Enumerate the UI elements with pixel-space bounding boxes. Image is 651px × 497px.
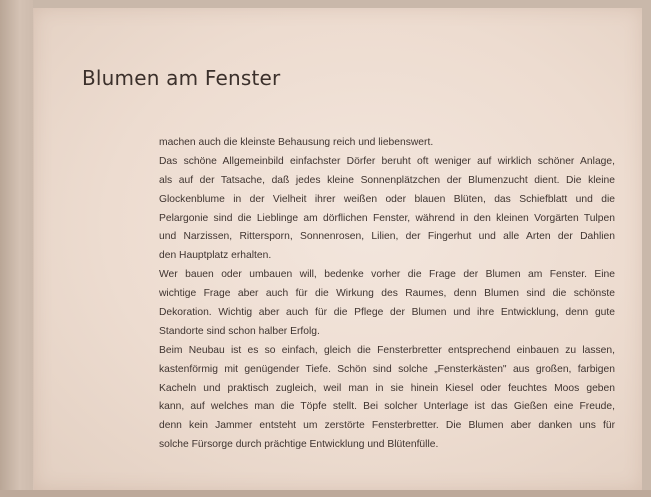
text-line: machen auch die kleinste Behausung reich und liebenswert.	[159, 137, 434, 148]
text-line: denn kein Jammer entsteht um zerstörte Fensterbretter. Die Blumen aber danken uns für	[159, 420, 615, 432]
text-line: Beim Neubau ist es so einfach, gleich die Fensterbretter entsprechend einbauen zu lassen,	[159, 344, 615, 356]
text-line: Wer bauen oder umbauen will, bedenke vorher die Frage der Blumen am Fenster. Eine	[159, 269, 615, 281]
text-line: und Narzissen, Rittersporn, Sonnenrosen, Lilien, der Fingerhut und alle Arten der Dahlien	[159, 231, 615, 243]
text-line: solche Fürsorge durch prächtige Entwicklung und Blütenfülle.	[159, 439, 439, 451]
page-title: Blumen am Fenster	[82, 66, 281, 90]
text-line: kann, auf welches man die Töpfe stellt. Bei solcher Unterlage ist das Gießen eine Freude,	[159, 401, 615, 413]
text-line: als auf der Tatsache, daß jedes kleine Sonnenplätzchen der Blumenzucht dient. Die kleine	[159, 174, 615, 186]
text-line: Pelargonie sind die Lieblinge am dörflichen Fenster, während in den kleinen Vorgärten Tulpen	[159, 212, 615, 224]
page-bottom-edge	[0, 490, 651, 497]
book-binding-edge	[0, 0, 33, 497]
text-line: Das schöne Allgemeinbild einfachster Dörfer beruht oft weniger auf wirklich schöner Anlage,	[159, 155, 615, 167]
text-line: wichtige Frage aber auch für die Wirkung des Raumes, denn Blumen sind die schönste	[159, 288, 615, 300]
book-page	[33, 8, 642, 490]
text-line: kastenförmig mit genügender Tiefe. Schön sind solche „Fensterkästen" aus großen, farbigen	[159, 363, 615, 375]
text-line: Glockenblume in der Vielheit ihrer weißen oder blauen Blüten, das Schiefblatt und die	[159, 193, 615, 205]
text-line: Dekoration. Wichtig aber auch für die Pflege der Blumen und ihre Entwicklung, denn gute	[159, 307, 615, 319]
text-line: Kacheln und praktisch zugleich, weil man in sie hinein Kiesel oder feuchtes Moos geben	[159, 382, 615, 394]
text-line: den Hauptplatz erhalten.	[159, 250, 272, 262]
text-line: Standorte sind schon halber Erfolg.	[159, 325, 320, 337]
body-text	[159, 134, 615, 455]
